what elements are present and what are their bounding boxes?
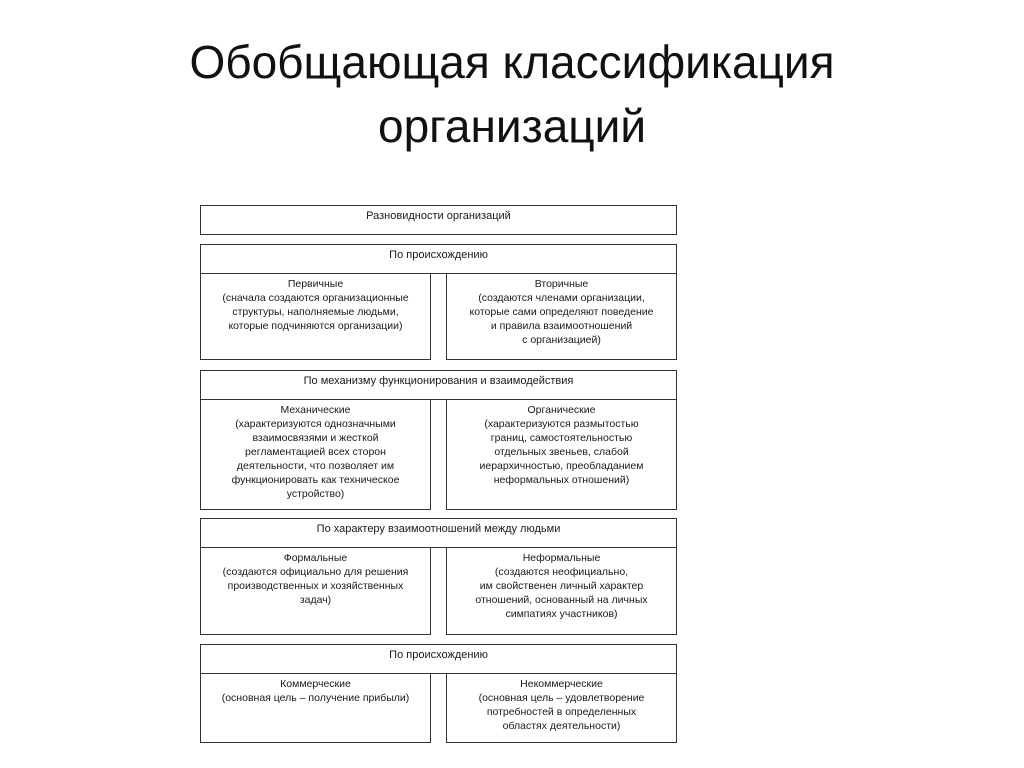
group-4-right-name: Некоммерческие — [520, 678, 603, 690]
group-1-header — [200, 244, 677, 274]
group-2-left-cell — [200, 399, 431, 510]
group-3-header — [200, 518, 677, 548]
group-3-right-name: Неформальные — [522, 552, 601, 564]
slide-title-line-1: Обобщающая классификация — [189, 36, 835, 88]
group-1-left-cell — [200, 273, 431, 360]
root-label: Разновидности организаций — [366, 210, 511, 222]
group-4-left-desc: (основная цель – получение прибыли) — [221, 692, 410, 704]
group-4-left-cell — [200, 673, 431, 743]
slide-title-line-2: организаций — [377, 100, 647, 152]
group-2-header — [200, 370, 677, 400]
group-4-header — [200, 644, 677, 674]
group-3-left-name: Формальные — [283, 552, 348, 564]
group-2-right-cell — [446, 399, 677, 510]
group-1-right-cell — [446, 273, 677, 360]
group-1-left-name: Первичные — [287, 278, 344, 290]
group-1-right-desc: (создаются членами организации, которые сами определяют поведение и правила взаимоотношений с организацией) — [469, 292, 654, 346]
group-4-right-cell — [446, 673, 677, 743]
group-3-right-cell — [446, 547, 677, 635]
group-2-header-label: По механизму функционирования и взаимодействия — [303, 375, 574, 387]
group-1-right-name: Вторичные — [534, 278, 589, 290]
root-box — [200, 205, 677, 235]
group-3-right-desc: (создаются неофициально, им свойственен личный характер отношений, основанный на личных симпатиях участников) — [475, 566, 648, 620]
group-3-header-label: По характеру взаимоотношений между людьми — [316, 523, 561, 535]
group-4-right-desc: (основная цель – удовлетворение потребностей в определенных областях деятельности) — [478, 692, 645, 732]
group-1-left-desc: (сначала создаются организационные структуры, наполняемые людьми, которые подчиняются организации) — [222, 292, 409, 332]
group-3-left-cell — [200, 547, 431, 635]
group-4-left-name: Коммерческие — [280, 678, 351, 690]
group-2-left-name: Механические — [280, 404, 351, 416]
group-3-left-desc: (создаются официально для решения производственных и хозяйственных задач) — [222, 566, 409, 606]
group-2-left-desc: (характеризуются однозначными взаимосвязями и жесткой регламентацией всех сторон деятельности, что позволяет им функционировать как техническое устройство) — [231, 418, 400, 500]
group-1-header-label: По происхождению — [389, 249, 488, 261]
group-2-right-name: Органические — [527, 404, 596, 416]
group-4-header-label: По происхождению — [389, 649, 488, 661]
group-2-right-desc: (характеризуются размытостью границ, самостоятельностью отдельных звеньев, слабой иерархичностью, преобладанием неформальных отношений) — [479, 418, 644, 486]
slide-title — [0, 30, 1024, 158]
